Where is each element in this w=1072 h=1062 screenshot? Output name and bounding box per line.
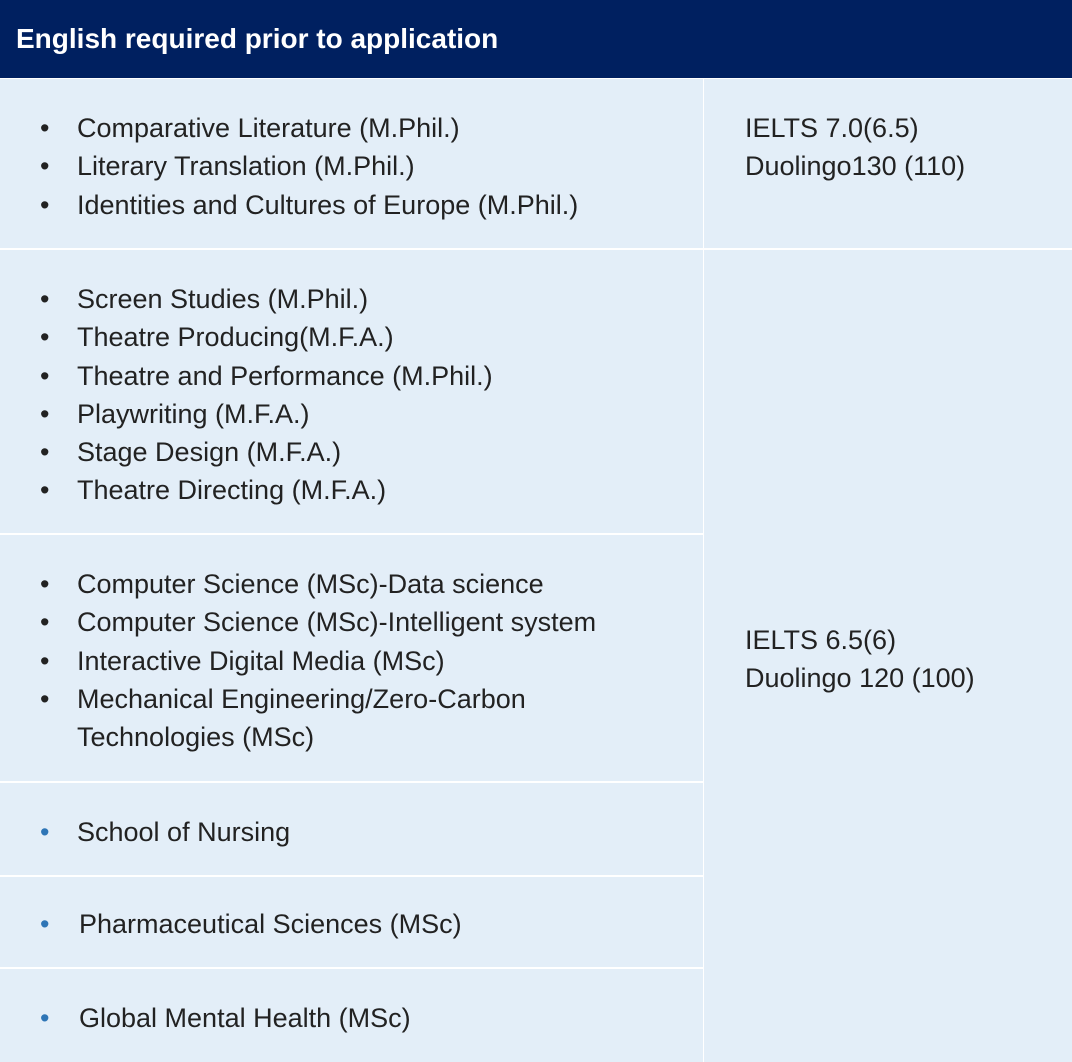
bullet-icon: •: [40, 817, 50, 847]
bullet-icon: •: [40, 683, 50, 714]
program-name: Theatre Directing (M.F.A.): [77, 475, 387, 506]
bullet-icon: •: [40, 322, 50, 353]
program-name: Mechanical Engineering/Zero-Carbon Technologies (MSc): [77, 683, 526, 753]
bullet-icon: •: [40, 645, 50, 676]
list-item: [0, 905, 703, 943]
bullet-icon: •: [40, 151, 50, 182]
list-item: [0, 642, 703, 680]
list-item: [0, 433, 703, 471]
program-name: Pharmaceutical Sciences (MSc): [79, 909, 462, 939]
program-group-cell: [0, 79, 703, 248]
list-item: [0, 109, 703, 147]
ielts-score: IELTS 7.0(6.5): [745, 113, 919, 143]
bullet-icon: •: [40, 113, 50, 143]
program-name: Global Mental Health (MSc): [79, 1003, 411, 1033]
program-name: Identities and Cultures of Europe (M.Phil.): [77, 189, 579, 220]
program-list: [0, 813, 703, 851]
requirement-cell: [704, 250, 1072, 1062]
list-item: [0, 471, 703, 509]
list-item: [0, 147, 703, 185]
bullet-icon: •: [40, 437, 50, 468]
bullet-icon: •: [40, 398, 50, 429]
program-group-cell: [0, 969, 703, 1062]
list-item: [0, 680, 637, 757]
bullet-icon: •: [40, 569, 50, 599]
program-list: [0, 280, 703, 510]
program-name: Playwriting (M.F.A.): [77, 398, 310, 429]
list-item: [0, 999, 703, 1037]
program-name: Literary Translation (M.Phil.): [77, 151, 415, 182]
program-group-cell: [0, 535, 703, 781]
table-header: English required prior to application: [0, 0, 1072, 78]
list-item: [0, 280, 703, 318]
program-list: [0, 999, 703, 1037]
program-group-cell: [0, 250, 703, 533]
program-name: School of Nursing: [77, 817, 291, 847]
program-list: [0, 565, 703, 756]
program-name: Stage Design (M.F.A.): [77, 437, 342, 468]
bullet-icon: •: [40, 284, 50, 314]
bullet-icon: •: [40, 909, 50, 939]
program-name: Comparative Literature (M.Phil.): [77, 113, 460, 143]
duolingo-score: Duolingo130 (110): [745, 151, 966, 181]
list-item: [0, 395, 703, 433]
list-item: [0, 565, 703, 603]
list-item: [0, 318, 703, 356]
program-name: Screen Studies (M.Phil.): [77, 284, 369, 314]
list-item: [0, 357, 703, 395]
program-name: Theatre Producing(M.F.A.): [77, 322, 394, 353]
program-group-cell: [0, 783, 703, 875]
requirement-text: [745, 109, 965, 185]
bullet-icon: •: [40, 189, 50, 220]
program-list: [0, 905, 703, 943]
list-item: [0, 603, 703, 641]
duolingo-score: Duolingo 120 (100): [745, 663, 975, 693]
program-group-cell: [0, 877, 703, 967]
program-name: Interactive Digital Media (MSc): [77, 645, 445, 676]
program-name: Computer Science (MSc)-Intelligent system: [77, 607, 597, 638]
program-name: Theatre and Performance (M.Phil.): [77, 360, 493, 391]
list-item: [0, 186, 703, 224]
program-name: Computer Science (MSc)-Data science: [77, 569, 544, 599]
ielts-score: IELTS 6.5(6): [745, 625, 897, 655]
bullet-icon: •: [40, 607, 50, 638]
requirement-cell: [704, 79, 1072, 248]
bullet-icon: •: [40, 1003, 50, 1033]
requirement-text: [745, 621, 975, 697]
bullet-icon: •: [40, 475, 50, 506]
list-item: [0, 813, 703, 851]
program-list: [0, 109, 703, 224]
bullet-icon: •: [40, 360, 50, 391]
